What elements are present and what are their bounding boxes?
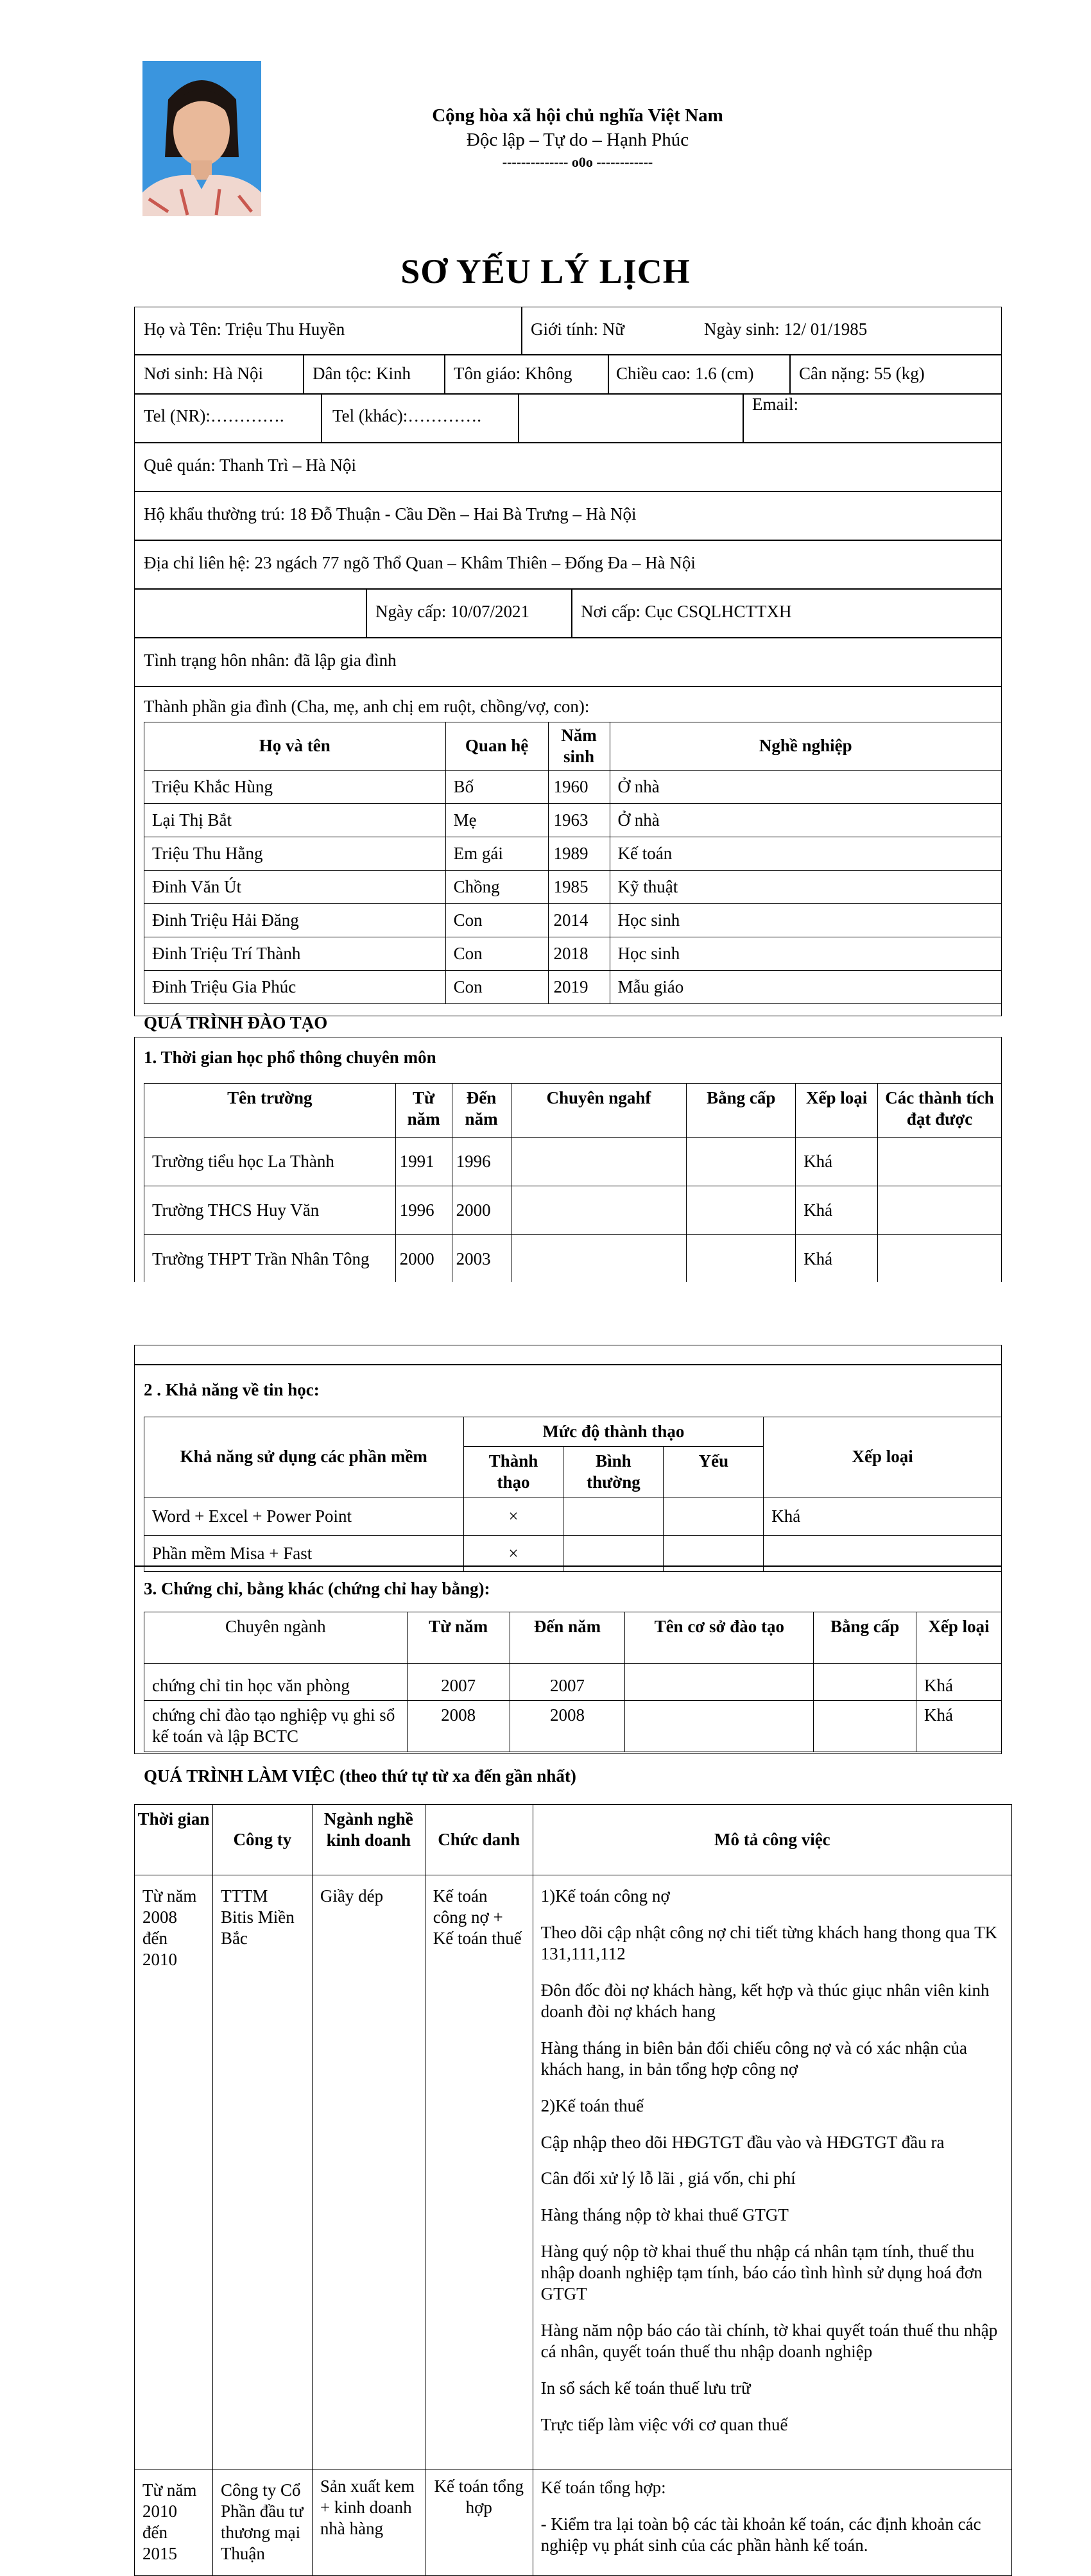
member-name: Đinh Triệu Hải Đăng [144,903,446,937]
school-achievements [878,1138,1002,1186]
skill-rank: Khá [764,1497,1002,1535]
skill-mark: × [463,1535,563,1571]
family-row [144,870,1002,903]
col-from-year: Từ năm [395,1084,452,1138]
page-title: SƠ YẾU LÝ LỊCH [400,252,691,291]
member-relation: Con [445,970,548,1003]
cert-from: 2007 [407,1664,510,1701]
col-normal: Bình thường [563,1446,664,1497]
job-description-line: 2)Kế toán thuế [540,2095,644,2115]
member-relation: Con [445,937,548,970]
member-name: Triệu Thu Hằng [144,837,446,870]
job-description-line: Cập nhập theo dõi HĐGTGT đầu vào và HĐGTGT đầu ra [540,2132,945,2152]
school-rank: Khá [796,1186,878,1235]
id-issue-place: Nơi cấp: Cục CSQLHCTTXH [581,602,792,621]
job-description-line: Kế toán tổng hợp: [540,2478,666,2497]
col-job-desc: Mô tả công việc [533,1805,1011,1875]
school-from: 1991 [395,1138,452,1186]
member-relation: Chồng [445,870,548,903]
member-occupation: Ở nhà [610,770,1002,803]
member-relation: Mẹ [445,803,548,837]
family-row [144,970,1002,1003]
cert-institution [625,1664,814,1701]
job-industry: Sản xuất kem + kinh doanh nhà hàng [312,2469,425,2576]
nation-motto: Độc lập – Tự do – Hạnh Phúc [466,130,689,150]
ethnicity: Dân tộc: Kinh [313,364,411,383]
col-specialty: Chuyên ngành [144,1612,408,1664]
col-position: Chức danh [425,1805,533,1875]
family-header-row [144,722,1002,771]
member-relation: Bố [445,770,548,803]
cert-institution [625,1701,814,1752]
school-row [144,1235,1002,1284]
school-major [511,1186,687,1235]
profile-photo [142,61,261,216]
member-name: Triệu Khắc Hùng [144,770,446,803]
certificates-title: 3. Chứng chỉ, bằng khác (chứng chỉ hay bằng): [144,1579,490,1598]
col-relation: Quan hệ [445,722,548,771]
school-header-row [144,1084,1002,1138]
school-table [144,1083,1002,1284]
tel-home: Tel (NR):…………. [144,406,284,425]
work-section-title: QUÁ TRÌNH LÀM VIỆC (theo thứ tự từ xa đến gần nhất) [144,1766,576,1786]
marital-status: Tình trạng hôn nhân: đã lập gia đình [144,651,397,670]
job-company: TTTM Bitis Miền Bắc [212,1875,312,2469]
skill-name: Phần mềm Misa + Fast [144,1535,464,1571]
full-name: Họ và Tên: Triệu Thu Huyền [144,320,345,339]
member-occupation: Học sinh [610,937,1002,970]
header-divider: -------------- o0o ------------ [502,154,653,170]
col-rank: Xếp loại [796,1084,878,1138]
col-institution: Tên cơ sở đào tạo [625,1612,814,1664]
col-cert-degree: Bằng cấp [814,1612,916,1664]
family-row [144,770,1002,803]
member-name: Đinh Triệu Gia Phúc [144,970,446,1003]
job-industry: Giầy dép [312,1875,425,2469]
job-description-line: - Kiểm tra lại toàn bộ các tài khoản kế toán, các định khoản các nghiệp vụ phát sinh của các phần hành kế toán. [540,2514,981,2555]
col-to-year: Đến năm [452,1084,511,1138]
gender: Giới tính: Nữ [531,320,624,339]
col-occupation: Nghề nghiệp [610,722,1002,771]
skill-name: Word + Excel + Power Point [144,1497,464,1535]
family-row [144,903,1002,937]
member-birth-year: 1989 [548,837,610,870]
height: Chiều cao: 1.6 (cm) [616,364,754,383]
contact-address: Địa chỉ liên hệ: 23 ngách 77 ngõ Thổ Quan – Khâm Thiên – Đống Đa – Hà Nội [144,553,696,572]
job-title: Kế toán công nợ + Kế toán thuế [425,1875,533,2469]
school-degree [687,1138,796,1186]
work-header-row [135,1805,1012,1875]
col-school: Tên trường [144,1084,396,1138]
job-description-line: Hàng tháng in biên bản đối chiếu công nợ và có xác nhận của khách hang, in bản tổng hợp công nợ [540,2038,967,2079]
col-it-rank: Xếp loại [764,1417,1002,1497]
col-degree: Bằng cấp [687,1084,796,1138]
col-cert-to: Đến năm [510,1612,625,1664]
job-row [135,2469,1012,2576]
certificates-table [144,1612,1002,1752]
member-occupation: Kỹ thuật [610,870,1002,903]
col-cert-from: Từ năm [407,1612,510,1664]
family-row [144,837,1002,870]
cert-from: 2008 [407,1701,510,1752]
it-skill-row [144,1497,1002,1535]
col-proficiency: Mức độ thành thạo [463,1417,764,1447]
col-company: Công ty [212,1805,312,1875]
nation-title: Cộng hòa xã hội chủ nghĩa Việt Nam [432,105,723,126]
school-degree [687,1186,796,1235]
col-proficient: Thành thạo [463,1446,563,1497]
col-weak: Yếu [664,1446,764,1497]
col-software: Khả năng sử dụng các phần mềm [144,1417,464,1497]
cert-degree [814,1701,916,1752]
job-title: Kế toán tổng hợp [425,2469,533,2576]
school-from: 2000 [395,1235,452,1284]
job-row [135,1875,1012,2469]
school-row [144,1138,1002,1186]
member-name: Đinh Văn Út [144,870,446,903]
it-skills-title: 2 . Khả năng về tin học: [144,1380,320,1399]
school-rank: Khá [796,1138,878,1186]
skill-mark: × [463,1497,563,1535]
weight: Cân nặng: 55 (kg) [799,364,925,383]
job-time: Từ năm 2008 đến 2010 [135,1875,213,2469]
member-name: Đinh Triệu Trí Thành [144,937,446,970]
member-occupation: Mẫu giáo [610,970,1002,1003]
member-birth-year: 2014 [548,903,610,937]
col-birth-year: Năm sinh [548,722,610,771]
school-major [511,1138,687,1186]
job-description-line: 1)Kế toán công nợ [540,1886,670,1906]
family-table [144,722,1002,1004]
cert-rank: Khá [916,1664,1002,1701]
email: Email: [752,395,798,414]
cert-specialty: chứng chỉ tin học văn phòng [144,1664,408,1701]
school-to: 2003 [452,1235,511,1284]
page-break [128,1282,1014,1340]
cert-rank: Khá [916,1701,1002,1752]
it-skills-table [144,1417,1002,1572]
school-to: 2000 [452,1186,511,1235]
job-description-line: In sổ sách kế toán thuế lưu trữ [540,2378,751,2398]
school-name: Trường THCS Huy Văn [144,1186,396,1235]
member-occupation: Kế toán [610,837,1002,870]
job-description-line: Hàng tháng nộp tờ khai thuế GTGT [540,2205,789,2225]
date-of-birth: Ngày sinh: 12/ 01/1985 [704,320,868,339]
job-description-line: Đôn đốc đòi nợ khách hàng, kết hợp và thúc giục nhân viên kinh doanh đòi nợ khách hang [540,1980,990,2021]
member-birth-year: 1960 [548,770,610,803]
member-birth-year: 2018 [548,937,610,970]
member-name: Lại Thị Bắt [144,803,446,837]
school-row [144,1186,1002,1235]
cert-to: 2007 [510,1664,625,1701]
education-sub1: 1. Thời gian học phổ thông chuyên môn [144,1048,436,1067]
tel-other: Tel (khác):…………. [332,406,482,425]
permanent-residence: Hộ khẩu thường trú: 18 Đỗ Thuận - Cầu Dền – Hai Bà Trưng – Hà Nội [144,504,637,524]
work-table [134,1804,1012,2576]
member-birth-year: 1963 [548,803,610,837]
school-name: Trường THPT Trần Nhân Tông [144,1235,396,1284]
hometown: Quê quán: Thanh Trì – Hà Nội [144,456,356,475]
school-achievements [878,1186,1002,1235]
member-relation: Em gái [445,837,548,870]
school-degree [687,1235,796,1284]
job-description-line: Theo dõi cập nhật công nợ chi tiết từng khách hang thong qua TK 131,111,112 [540,1922,998,1963]
member-birth-year: 2019 [548,970,610,1003]
job-description-line: Trực tiếp làm việc với cơ quan thuế [540,2414,788,2434]
job-description-line: Cân đối xử lý lỗ lãi , giá vốn, chi phí [540,2169,796,2188]
family-row [144,937,1002,970]
cert-specialty: chứng chỉ đào tạo nghiệp vụ ghi sổ kế toán và lập BCTC [144,1701,408,1752]
member-relation: Con [445,903,548,937]
member-birth-year: 1985 [548,870,610,903]
cert-degree [814,1664,916,1701]
school-name: Trường tiểu học La Thành [144,1138,396,1186]
col-major: Chuyên ngahf [511,1084,687,1138]
member-occupation: Ở nhà [610,803,1002,837]
school-major [511,1235,687,1284]
cert-to: 2008 [510,1701,625,1752]
id-issue-date: Ngày cấp: 10/07/2021 [375,602,529,621]
school-from: 1996 [395,1186,452,1235]
school-rank: Khá [796,1235,878,1284]
job-description-line: Hàng năm nộp báo cáo tài chính, tờ khai quyết toán thuế thu nhập cá nhân, quyết toán thuế thu nhập doanh nghiệp [540,2321,998,2362]
education-section-title: QUÁ TRÌNH ĐÀO TẠO [144,1013,328,1032]
birthplace: Nơi sinh: Hà Nội [144,364,264,383]
col-achievements: Các thành tích đạt được [878,1084,1002,1138]
school-achievements [878,1235,1002,1284]
member-occupation: Học sinh [610,903,1002,937]
job-description [533,1875,1011,2469]
col-time: Thời gian [135,1805,213,1875]
job-description [533,2469,1011,2576]
job-description-line: Hàng quý nộp tờ khai thuế thu nhập cá nhân tạm tính, thuế thu nhập doanh nghiệp tạm tính, báo cáo tình hình sử dụng hoá đơn GTGT [540,2242,983,2304]
col-industry: Ngành nghề kinh doanh [312,1805,425,1875]
cert-row [144,1664,1002,1701]
job-time: Từ năm 2010 đến 2015 [135,2469,213,2576]
job-company: Công ty Cổ Phần đầu tư thương mại Thuận [212,2469,312,2576]
religion: Tôn giáo: Không [454,364,572,383]
school-to: 1996 [452,1138,511,1186]
family-intro: Thành phần gia đình (Cha, mẹ, anh chị em ruột, chồng/vợ, con): [144,697,590,716]
cert-row [144,1701,1002,1752]
family-row [144,803,1002,837]
col-name: Họ và tên [144,722,446,771]
cert-header-row [144,1612,1002,1664]
col-cert-rank: Xếp loại [916,1612,1002,1664]
